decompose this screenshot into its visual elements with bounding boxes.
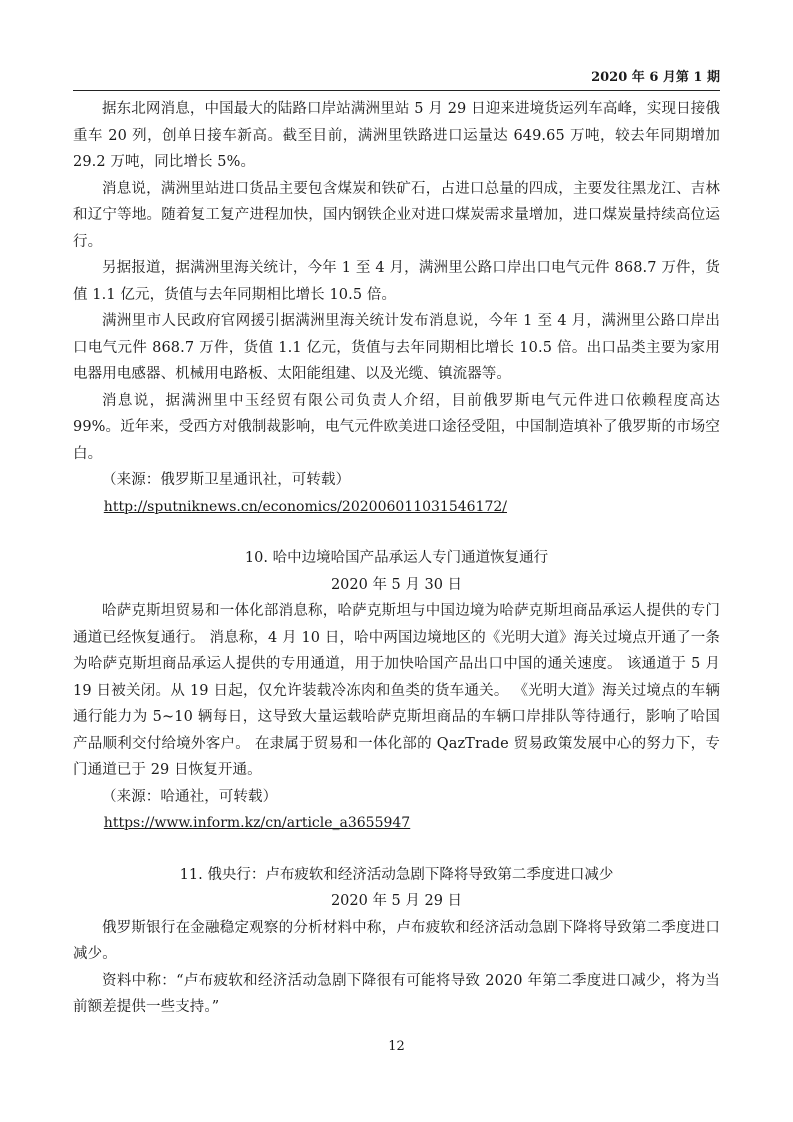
intro-article	[73, 96, 720, 520]
issue-header: 2020 年 6 月第 1 期	[591, 70, 720, 85]
paragraph: 资料中称：“卢布疲软和经济活动急剧下降很有可能将导致 2020 年第二季度进口减少，将为当前额差提供一些支持。”	[73, 972, 720, 1015]
source-note: （来源：哈通社，可转载）	[102, 788, 278, 805]
paragraph: 满洲里市人民政府官网援引据满洲里海关统计发布消息说，今年 1 至 4 月，满洲里公路口岸出口电气元件 868.7 万件，货值 1.1 亿元，货值与去年同期相比增长 10.5 倍。出口品类主要为家用电器用电感器、机械用电路板、太阳能组建、以及光缆、镇流器等。	[73, 313, 720, 382]
paragraph: 俄罗斯银行在金融稳定观察的分析材料中称，卢布疲软和经济活动急剧下降将导致第二季度进口减少。	[73, 919, 720, 962]
paragraph: 据东北网消息，中国最大的陆路口岸站满洲里站 5 月 29 日迎来进境货运列车高峰，实现日接俄重车 20 列，创单日接车新高。截至目前，满洲里铁路进口运量达 649.65 万吨，较去年同期增加 29.2 万吨，同比增长 5%。	[73, 101, 720, 170]
article-10	[73, 545, 720, 837]
section-gap	[73, 520, 720, 545]
page-content	[73, 96, 720, 1021]
article-date: 2020 年 5 月 30 日	[330, 576, 463, 593]
paragraph: 另据报道，据满洲里海关统计，今年 1 至 4 月，满洲里公路口岸出口电气元件 868.7 万件，货值 1.1 亿元，货值与去年同期相比增长 10.5 倍。	[73, 260, 720, 303]
source-link[interactable]: http://sputniknews.cn/economics/202006011031546172/	[103, 498, 507, 515]
section-gap	[73, 837, 720, 862]
article-date: 2020 年 5 月 29 日	[330, 893, 463, 909]
source-link[interactable]: https://www.inform.kz/cn/article_a3655947	[103, 815, 411, 831]
page-number: 12	[388, 1039, 405, 1054]
article-11	[73, 862, 720, 1021]
paragraph: 哈萨克斯坦贸易和一体化部消息称，哈萨克斯坦与中国边境为哈萨克斯坦商品承运人提供的专门通道已经恢复通行。 消息称，4 月 10 日，哈中两国边境地区的《光明大道》海关过境点开通了一条为哈萨克斯坦商品承运人提供的专用通道，用于加快哈国产品出口中国的通关速度。 该通道于 5 月 19 日被关闭。从 19 日起，仅允许装载冷冻肉和鱼类的货车通关。 《光明大道》海关过境点的车辆通行能力为 5~10 辆每日，这导致大量运载哈萨克斯坦商品的车辆口岸排队等待通行，影响了哈国产品顺利交付给境外客户。 在隶属于贸易和一体化部的 QazTrade 贸易政策发展中心的努力下，专门通道已于 29 日恢复开通。	[73, 603, 720, 778]
article-title: 11. 俄央行：卢布疲软和经济活动急剧下降将导致第二季度进口减少	[179, 866, 614, 883]
header-rule	[73, 90, 720, 91]
article-title: 10. 哈中边境哈国产品承运人专门通道恢复通行	[244, 550, 549, 566]
paragraph: 消息说，满洲里站进口货品主要包含煤炭和铁矿石，占进口总量的四成，主要发往黑龙江、吉林和辽宁等地。随着复工复产进程加快，国内钢铁企业对进口煤炭需求量增加，进口煤炭量持续高位运行。	[73, 180, 720, 250]
source-note: （来源：俄罗斯卫星通讯社，可转载）	[102, 472, 351, 488]
paragraph: 消息说，据满洲里中玉经贸有限公司负责人介绍，目前俄罗斯电气元件进口依赖程度高达 99%。近年来，受西方对俄制裁影响，电气元件欧美进口途径受阻，中国制造填补了俄罗斯的市场空白。	[73, 392, 720, 462]
